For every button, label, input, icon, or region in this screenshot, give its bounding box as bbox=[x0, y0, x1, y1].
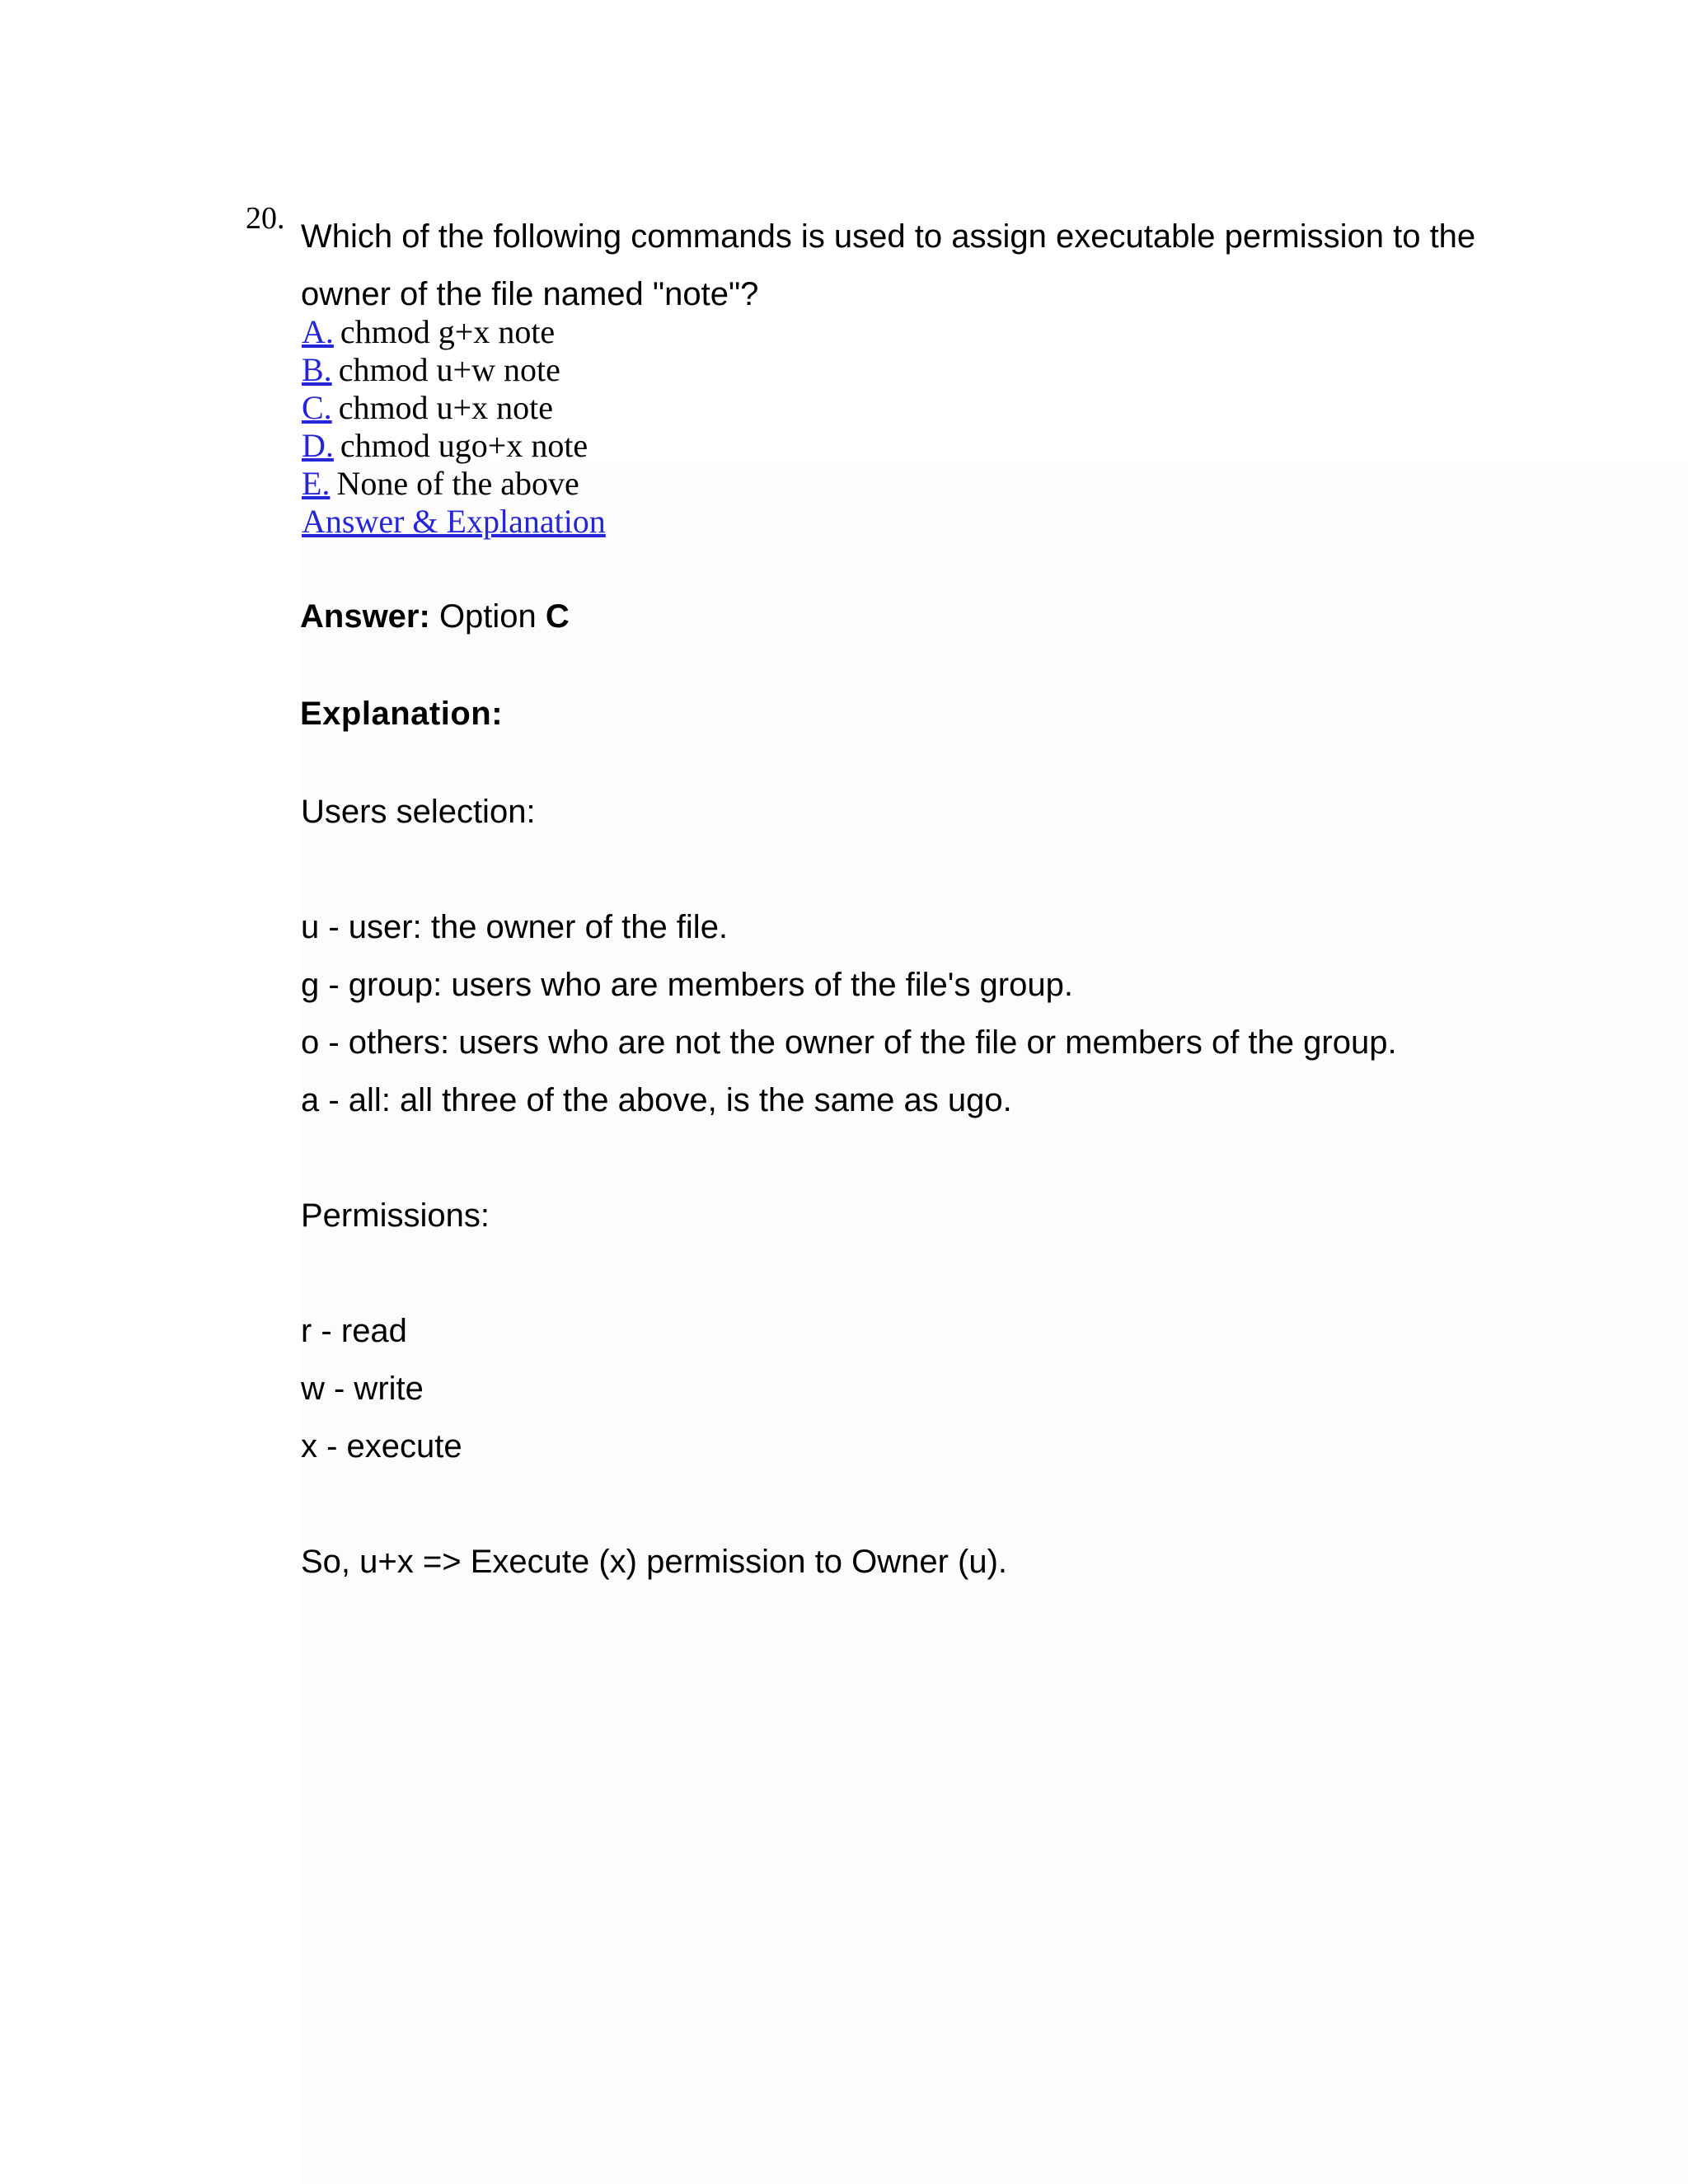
answer-option: C bbox=[545, 598, 570, 635]
question-text: Which of the following commands is used to assign executable permission to the owner of the file named "note"? bbox=[301, 218, 1476, 312]
permission-item-r: r - read bbox=[301, 1313, 407, 1349]
option-e bbox=[302, 465, 606, 503]
explanation-title: Explanation: bbox=[300, 696, 504, 732]
option-a-link[interactable]: A. bbox=[302, 313, 334, 350]
users-item-u: u - user: the owner of the file. bbox=[301, 909, 729, 945]
users-item-g: g - group: users who are members of the file's group. bbox=[301, 967, 1073, 1003]
option-d-text: chmod ugo+x note bbox=[340, 427, 588, 464]
option-b bbox=[302, 351, 606, 389]
answer-line bbox=[300, 592, 570, 641]
users-item-a: a - all: all three of the above, is the same as ugo. bbox=[301, 1082, 1012, 1118]
option-a bbox=[302, 313, 606, 351]
option-b-text: chmod u+w note bbox=[338, 351, 560, 388]
option-e-link[interactable]: E. bbox=[302, 465, 331, 502]
option-c bbox=[302, 389, 606, 427]
users-item-o: o - others: users who are not the owner of the file or members of the group. bbox=[301, 1024, 1397, 1061]
conclusion-text: So, u+x => Execute (x) permission to Owner (u). bbox=[301, 1544, 1008, 1580]
answer-explanation-row bbox=[302, 503, 606, 541]
option-c-text: chmod u+x note bbox=[338, 389, 553, 426]
option-e-text: None of the above bbox=[336, 465, 579, 502]
options-list bbox=[302, 313, 606, 541]
option-c-link[interactable]: C. bbox=[302, 389, 332, 426]
permission-item-w: w - write bbox=[301, 1371, 424, 1407]
answer-label: Answer: bbox=[300, 598, 430, 635]
answer-prefix: Option bbox=[438, 598, 537, 635]
users-heading: Users selection: bbox=[301, 794, 536, 830]
option-a-text: chmod g+x note bbox=[340, 313, 556, 350]
answer-explanation-link[interactable]: Answer & Explanation bbox=[302, 503, 606, 540]
question-number: 20. bbox=[246, 201, 285, 236]
option-d-link[interactable]: D. bbox=[302, 427, 334, 464]
permission-item-x: x - execute bbox=[301, 1428, 462, 1465]
option-d bbox=[302, 427, 606, 465]
option-b-link[interactable]: B. bbox=[302, 351, 332, 388]
explanation-background bbox=[302, 462, 1688, 2184]
permissions-heading: Permissions: bbox=[301, 1197, 490, 1234]
